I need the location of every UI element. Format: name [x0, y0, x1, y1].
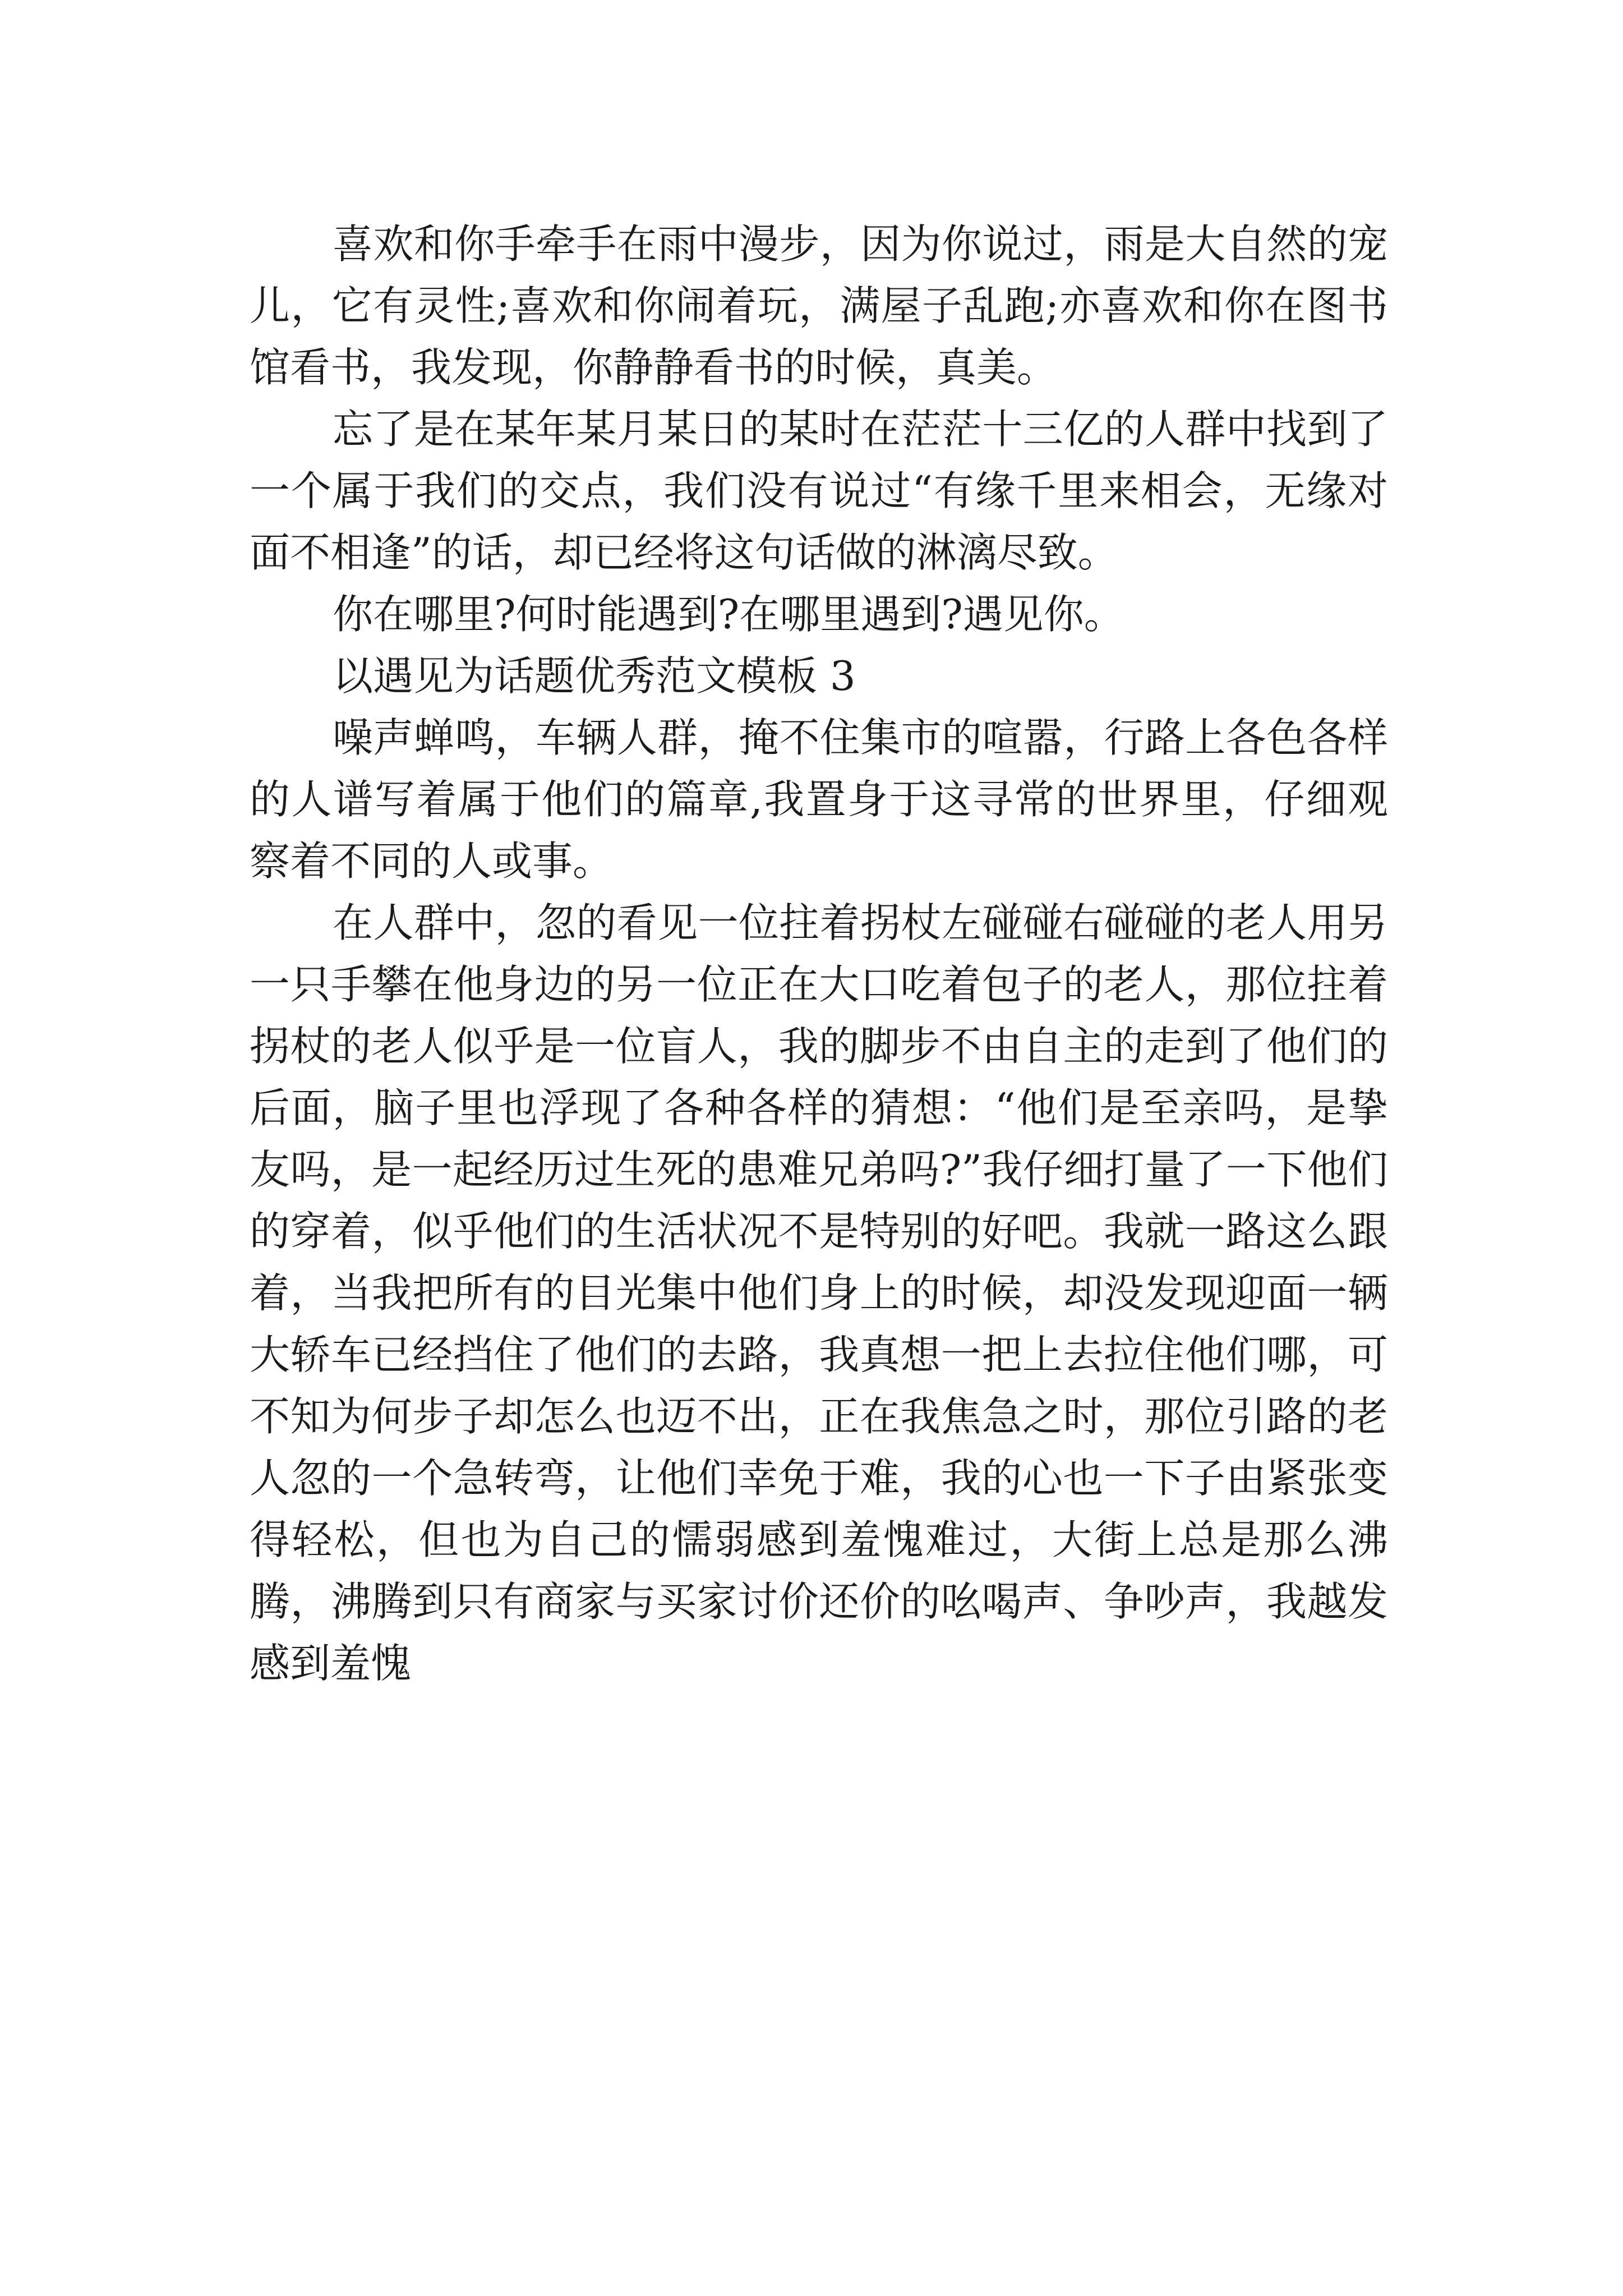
paragraph: 你在哪里?何时能遇到?在哪里遇到?遇见你。 — [333, 591, 1124, 638]
document-body — [250, 213, 1388, 1694]
paragraph: 在人群中，忽的看见一位拄着拐杖左碰碰右碰碰的老人用另一只手攀在他身边的另一位正在大口吃着包子的老人，那位拄着拐杖的老人似乎是一位盲人，我的脚步不由自主的走到了他们的后面，脑子里也浮现了各种各样的猜想：“他们是至亲吗，是挚友吗，是一起经历过生死的患难兄弟吗?”我仔细打量了一下他们的穿着，似乎他们的生活状况不是特别的好吧。我就一路这么跟着，当我把所有的目光集中他们身上的时候，却没发现迎面一辆大轿车已经挡住了他们的去路，我真想一把上去拉住他们哪，可不知为何步子却怎么也迈不出，正在我焦急之时，那位引路的老人忽的一个急转弯，让他们幸免于难，我的心也一下子由紧张变得轻松，但也为自己的懦弱感到羞愧难过，大街上总是那么沸腾，沸腾到只有商家与买家讨价还价的吆喝声、争吵声，我越发感到羞愧 — [250, 899, 1388, 1687]
section-heading: 以遇见为话题优秀范文模板 3 — [333, 652, 856, 700]
paragraph: 忘了是在某年某月某日的某时在茫茫十三亿的人群中找到了一个属于我们的交点，我们没有说过“有缘千里来相会，无缘对面不相逢”的话，却已经将这句话做的淋漓尽致。 — [250, 406, 1388, 576]
paragraph: 噪声蝉鸣，车辆人群，掩不住集市的喧嚣，行路上各色各样的人谱写着属于他们的篇章,我置身于这寻常的世界里，仔细观察着不同的人或事。 — [250, 714, 1388, 885]
paragraph: 喜欢和你手牵手在雨中漫步，因为你说过，雨是大自然的宠儿，它有灵性;喜欢和你闹着玩，满屋子乱跑;亦喜欢和你在图书馆看书，我发现，你静静看书的时候，真美。 — [250, 220, 1388, 391]
